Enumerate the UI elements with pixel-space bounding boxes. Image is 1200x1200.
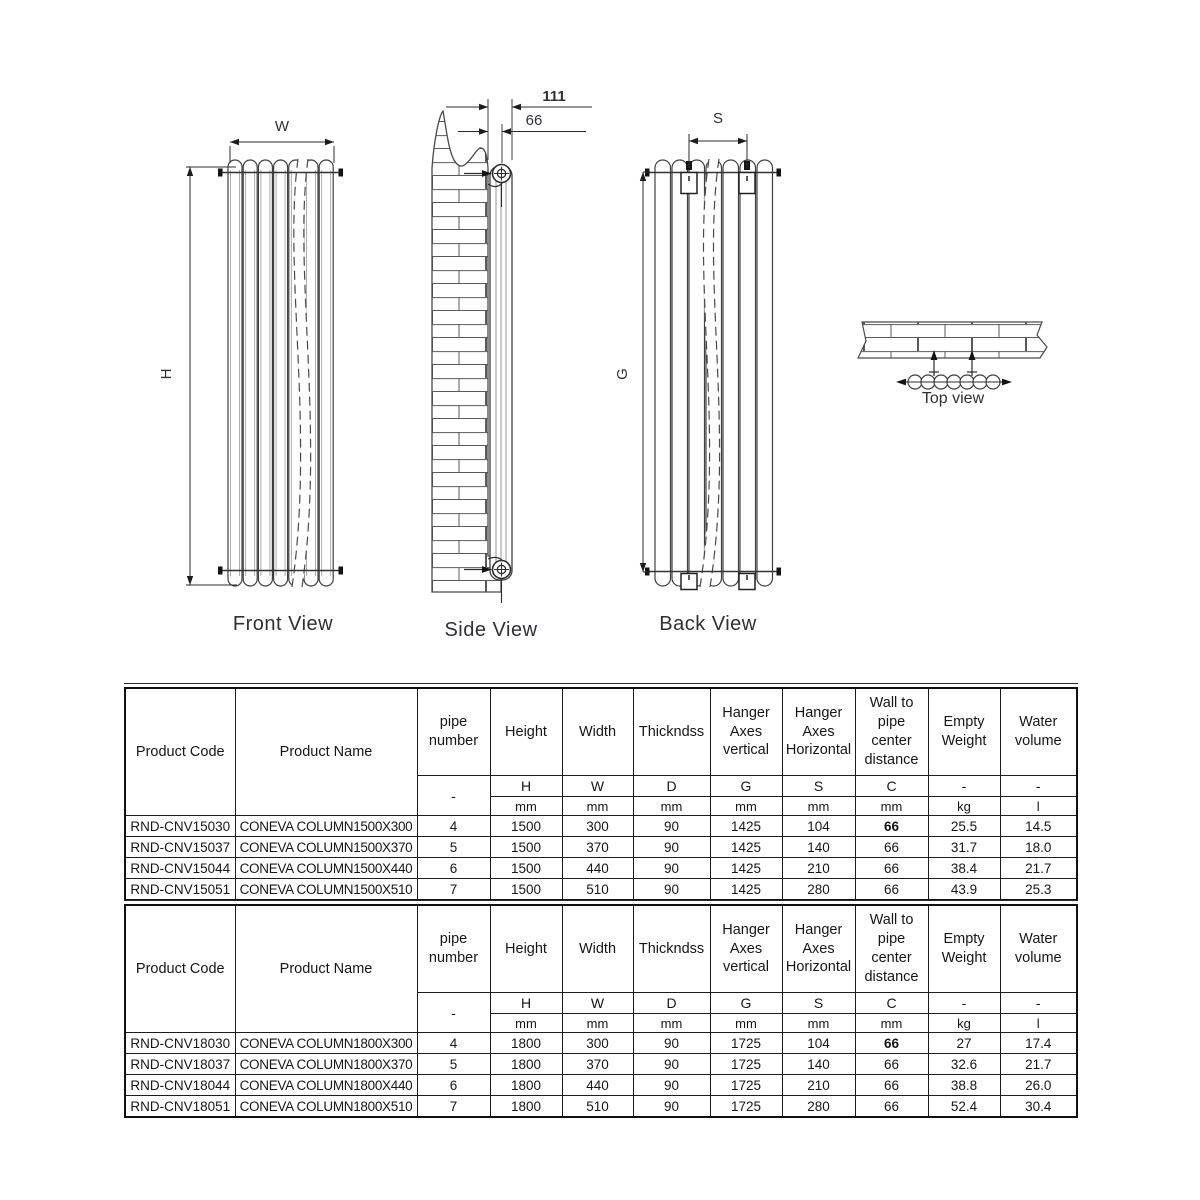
table-cell: 280 (782, 1096, 855, 1118)
table-cell: 280 (782, 879, 855, 901)
front-view-label: Front View (232, 613, 334, 635)
front-width-dim-label: W (274, 118, 290, 135)
table-cell: RND-CNV18037 (125, 1054, 235, 1075)
table-cell: 1500 (490, 837, 562, 858)
side-view-drawing (432, 88, 592, 641)
table-cell: 52.4 (928, 1096, 1000, 1118)
table-cell: 66 (855, 1033, 928, 1054)
symbol-cell: W (562, 993, 633, 1014)
table-cell: CONEVA COLUMN1500X510 (235, 879, 417, 901)
table-cell: 14.5 (1000, 816, 1077, 837)
table-cell: 1725 (710, 1033, 782, 1054)
symbol-cell: - (1000, 993, 1077, 1014)
symbol-cell: C (855, 993, 928, 1014)
spec-table-1500 (124, 687, 1078, 901)
table-cell: 440 (562, 858, 633, 879)
table-cell: RND-CNV15051 (125, 879, 235, 901)
table-cell: 1425 (710, 858, 782, 879)
table-row (125, 837, 1077, 858)
col-product-name: Product Name (235, 905, 417, 1033)
unit-cell: mm (855, 1014, 928, 1033)
col-product-name: Product Name (235, 688, 417, 816)
table-cell: 104 (782, 816, 855, 837)
col-product-code: Product Code (125, 688, 235, 816)
table-cell: 25.5 (928, 816, 1000, 837)
table-cell: 27 (928, 1033, 1000, 1054)
table-cell: 90 (633, 1075, 710, 1096)
table-cell: 440 (562, 1075, 633, 1096)
front-height-dim-label: H (158, 368, 175, 380)
table-row (125, 879, 1077, 901)
table-cell: 66 (855, 1075, 928, 1096)
table-cell: 210 (782, 1075, 855, 1096)
table-cell: CONEVA COLUMN1800X510 (235, 1096, 417, 1118)
col-pipe-number: pipe number (417, 688, 490, 776)
col-width: Width (562, 688, 633, 776)
table-cell: 5 (417, 1054, 490, 1075)
table-cell: RND-CNV15044 (125, 858, 235, 879)
col-thickness: Thickndss (633, 905, 710, 993)
spec-table-body-1800 (125, 1033, 1077, 1118)
col-empty-weight: Empty Weight (928, 905, 1000, 993)
table-cell: 4 (417, 1033, 490, 1054)
table-cell: 31.7 (928, 837, 1000, 858)
unit-cell: mm (855, 797, 928, 816)
depth-total-dim-value: 111 (542, 88, 566, 105)
table-cell: 1800 (490, 1033, 562, 1054)
col-pipe-number: pipe number (417, 905, 490, 993)
table-cell: 90 (633, 816, 710, 837)
spec-table-1800 (124, 904, 1078, 1118)
table-row (125, 816, 1077, 837)
table-cell: 32.6 (928, 1054, 1000, 1075)
col-hanger-horizontal: Hanger Axes Horizontal (782, 905, 855, 993)
col-height: Height (490, 905, 562, 993)
table-cell: 25.3 (1000, 879, 1077, 901)
col-empty-weight: Empty Weight (928, 688, 1000, 776)
table-cell: 66 (855, 879, 928, 901)
symbol-cell: G (710, 776, 782, 797)
table-cell: 1800 (490, 1075, 562, 1096)
back-view-drawing (614, 110, 781, 635)
table-cell: 1725 (710, 1075, 782, 1096)
table-cell: 7 (417, 1096, 490, 1118)
table-cell: 6 (417, 1075, 490, 1096)
col-wall-distance: Wall to pipe center distance (855, 688, 928, 776)
symbol-cell: H (490, 993, 562, 1014)
unit-cell: mm (633, 1014, 710, 1033)
table-cell: 370 (562, 1054, 633, 1075)
col-thickness: Thickndss (633, 688, 710, 776)
table-cell: RND-CNV18044 (125, 1075, 235, 1096)
side-dim-arrows (479, 104, 521, 135)
spec-table-frame-1800 (124, 900, 1078, 1118)
table-cell: RND-CNV15037 (125, 837, 235, 858)
table-cell: CONEVA COLUMN1500X300 (235, 816, 417, 837)
unit-cell: kg (928, 1014, 1000, 1033)
symbol-cell: H (490, 776, 562, 797)
table-row (125, 1033, 1077, 1054)
table-cell: 6 (417, 858, 490, 879)
table-cell: 1800 (490, 1054, 562, 1075)
header-title-row (125, 905, 1077, 993)
table-cell: RND-CNV18051 (125, 1096, 235, 1118)
back-vertical-dim-label: G (614, 368, 631, 380)
col-wall-distance: Wall to pipe center distance (855, 905, 928, 993)
table-row (125, 1096, 1077, 1118)
header-title-row (125, 688, 1077, 776)
unit-cell: mm (490, 797, 562, 816)
table-cell: 300 (562, 816, 633, 837)
table-cell: 90 (633, 837, 710, 858)
front-view-drawing (158, 118, 343, 635)
table-cell: 1725 (710, 1054, 782, 1075)
symbol-cell: C (855, 776, 928, 797)
table-cell: CONEVA COLUMN1500X370 (235, 837, 417, 858)
table-cell: 140 (782, 1054, 855, 1075)
table-cell: 38.4 (928, 858, 1000, 879)
col-hanger-horizontal: Hanger Axes Horizontal (782, 688, 855, 776)
unit-cell: mm (562, 797, 633, 816)
unit-cell: kg (928, 797, 1000, 816)
symbol-cell: - (928, 993, 1000, 1014)
table-row (125, 1075, 1077, 1096)
unit-cell: mm (710, 797, 782, 816)
brick-wall-top (858, 322, 1047, 358)
table-cell: 90 (633, 858, 710, 879)
table-cell: 66 (855, 858, 928, 879)
symbol-cell: W (562, 776, 633, 797)
table-cell: 66 (855, 837, 928, 858)
symbol-cell: D (633, 776, 710, 797)
table-cell: 1500 (490, 858, 562, 879)
table-cell: 210 (782, 858, 855, 879)
table-cell: 30.4 (1000, 1096, 1077, 1118)
symbol-cell: - (1000, 776, 1077, 797)
table-cell: 38.8 (928, 1075, 1000, 1096)
table-cell: RND-CNV15030 (125, 816, 235, 837)
col-product-code: Product Code (125, 905, 235, 1033)
symbol-cell: S (782, 776, 855, 797)
top-view-label: Top view (921, 390, 985, 407)
table-cell: 18.0 (1000, 837, 1077, 858)
table-cell: 1500 (490, 816, 562, 837)
radiator-tubes-front (228, 160, 333, 586)
col-hanger-vertical: Hanger Axes vertical (710, 905, 782, 993)
table-cell: CONEVA COLUMN1800X440 (235, 1075, 417, 1096)
table-cell: 66 (855, 1096, 928, 1118)
unit-cell: mm (782, 797, 855, 816)
table-cell: 140 (782, 837, 855, 858)
table-cell: 370 (562, 837, 633, 858)
table-cell: 510 (562, 1096, 633, 1118)
back-view-label: Back View (659, 613, 757, 635)
col-hanger-vertical: Hanger Axes vertical (710, 688, 782, 776)
symbol-cell: D (633, 993, 710, 1014)
col-width: Width (562, 905, 633, 993)
col-water-volume: Water volume (1000, 905, 1077, 993)
table-cell: 1425 (710, 816, 782, 837)
table-cell: 17.4 (1000, 1033, 1077, 1054)
table-cell: 66 (855, 1054, 928, 1075)
table-cell: 1425 (710, 837, 782, 858)
unit-cell: l (1000, 1014, 1077, 1033)
unit-cell: mm (562, 1014, 633, 1033)
table-cell: 4 (417, 816, 490, 837)
back-spacing-dim-label: S (712, 110, 724, 127)
symbol-cell: G (710, 993, 782, 1014)
table-cell: 21.7 (1000, 858, 1077, 879)
unit-cell: l (1000, 797, 1077, 816)
table-cell: 66 (855, 816, 928, 837)
side-view-label: Side View (444, 619, 538, 641)
table-row (125, 858, 1077, 879)
table-cell: 90 (633, 1096, 710, 1118)
table-row (125, 1054, 1077, 1075)
table-cell: 5 (417, 837, 490, 858)
symbol-cell: - (417, 776, 490, 816)
table-cell: CONEVA COLUMN1800X300 (235, 1033, 417, 1054)
unit-cell: mm (710, 1014, 782, 1033)
table-cell: 7 (417, 879, 490, 901)
table-cell: 21.7 (1000, 1054, 1077, 1075)
table-cell: RND-CNV18030 (125, 1033, 235, 1054)
unit-cell: mm (633, 797, 710, 816)
table-cell: 90 (633, 1054, 710, 1075)
unit-cell: mm (490, 1014, 562, 1033)
table-cell: 104 (782, 1033, 855, 1054)
unit-cell: mm (782, 1014, 855, 1033)
table-cell: 510 (562, 879, 633, 901)
table-cell: 26.0 (1000, 1075, 1077, 1096)
table-cell: 1500 (490, 879, 562, 901)
table-cell: 43.9 (928, 879, 1000, 901)
col-water-volume: Water volume (1000, 688, 1077, 776)
symbol-cell: S (782, 993, 855, 1014)
hanger-vertical-dimension (643, 172, 650, 572)
wall-to-pipe-dim-value: 66 (525, 112, 543, 129)
table-cell: 300 (562, 1033, 633, 1054)
table-cell: 1425 (710, 879, 782, 901)
top-view-drawing (858, 322, 1047, 407)
symbol-cell: - (417, 993, 490, 1033)
table-cell: CONEVA COLUMN1800X370 (235, 1054, 417, 1075)
table-cell: 90 (633, 879, 710, 901)
table-cell: 1800 (490, 1096, 562, 1118)
symbol-cell: - (928, 776, 1000, 797)
table-cell: 1725 (710, 1096, 782, 1118)
table-cell: 90 (633, 1033, 710, 1054)
col-height: Height (490, 688, 562, 776)
spec-table-frame-1500 (124, 683, 1078, 901)
spec-table-body-1500 (125, 816, 1077, 901)
table-cell: CONEVA COLUMN1500X440 (235, 858, 417, 879)
